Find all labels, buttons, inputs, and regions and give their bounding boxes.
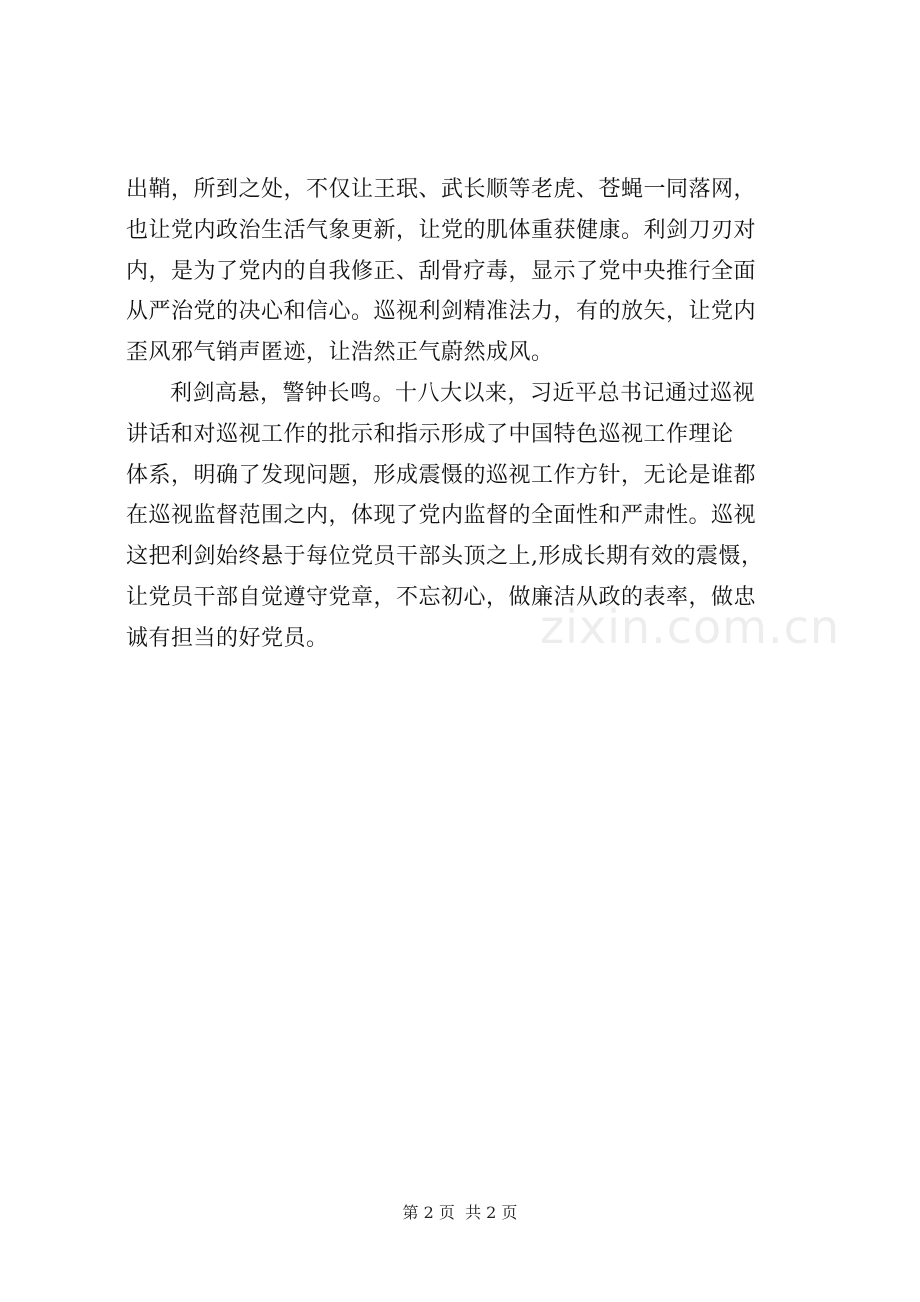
text-line: 歪风邪气销声匿迹，让浩然正气蔚然成风。 [126,340,554,366]
text-line: 从严治党的决心和信心。巡视利剑精准法力，有的放矢，让党内 [126,299,757,325]
text-line: 体系，明确了发现问题，形成震慑的巡视工作方针，无论是谁都 [126,462,757,488]
text-line: 诚有担当的好党员。 [126,625,329,651]
text-line: 也让党内政治生活气象更新，让党的肌体重获健康。利剑刀刃对 [126,217,757,243]
text-line: 内，是为了党内的自我修正、刮骨疗毒，显示了党中央推行全面 [126,258,757,284]
watermark: zixin.com.cn [540,600,841,654]
text-line: 讲话和对巡视工作的批示和指示形成了中国特色巡视工作理论 [126,421,734,447]
paragraph-first-line: 利剑高悬，警钟长鸣。十八大以来，习近平总书记通过巡视 [170,380,756,406]
text-line: 在巡视监督范围之内，体现了党内监督的全面性和严肃性。巡视 [126,503,757,529]
text-line: 让党员干部自觉遵守党章，不忘初心，做廉洁从政的表率，做忠 [126,584,757,610]
body-text [126,170,806,660]
text-line: 这把利剑始终悬于每位党员干部头顶之上,形成长期有效的震慑， [126,544,764,570]
page-footer: 第 2 页 共 2 页 [402,1203,518,1222]
text-line: 出鞘，所到之处，不仅让王珉、武长顺等老虎、苍蝇一同落网， [126,177,757,202]
